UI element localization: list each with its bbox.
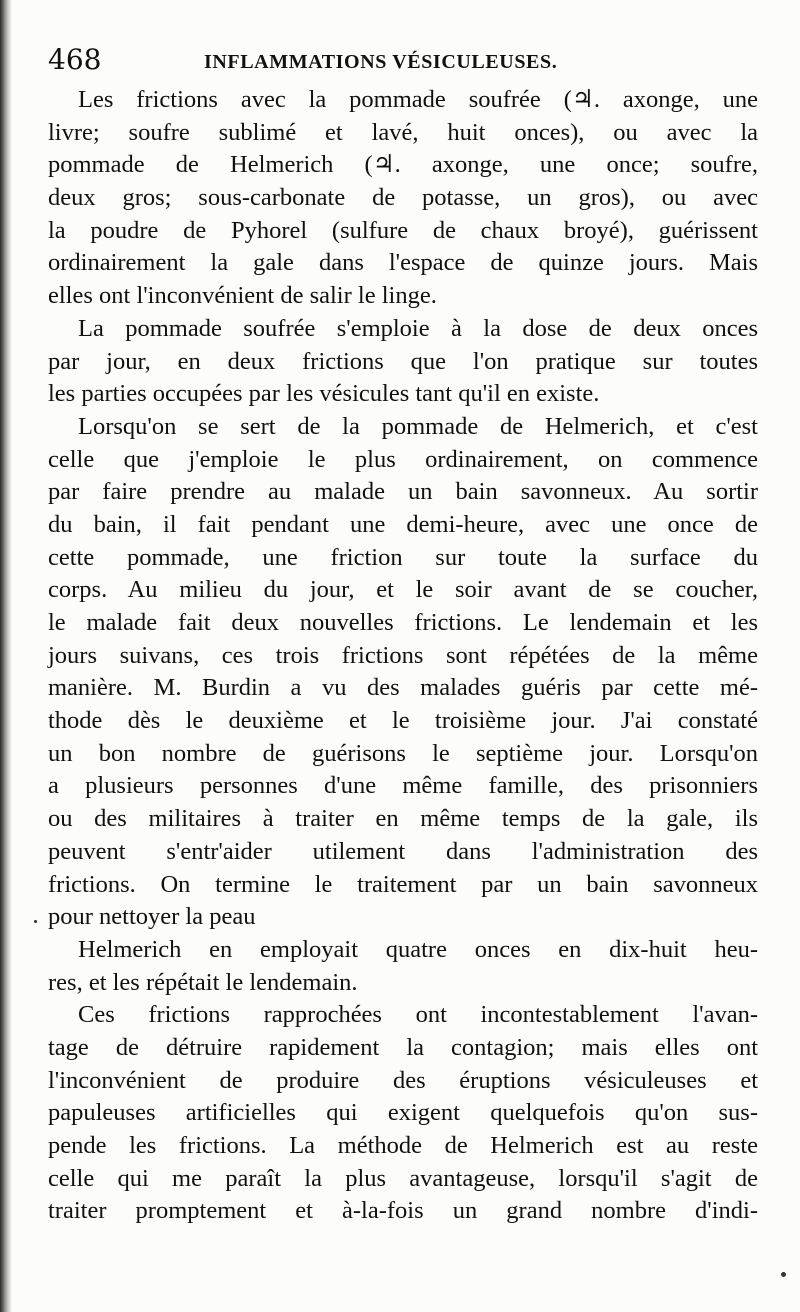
text-line: papuleuses artificielles qui exigent quelquefois qu'on sus- (48, 1099, 758, 1127)
text-line: elles ont l'inconvénient de salir le linge. (48, 282, 437, 310)
text-line: livre; soufre sublimé et lavé, huit onces), ou avec la (48, 118, 758, 146)
text-line: du bain, il fait pendant une demi-heure, avec une once de (48, 510, 758, 538)
text-line: a plusieurs personnes d'une même famille, des prisonniers (48, 772, 758, 800)
text-line: les parties occupées par les vésicules tant qu'il en existe. (48, 380, 600, 408)
text-line: celle que j'emploie le plus ordinairement, on commence (48, 445, 758, 473)
text-line: Lorsqu'on se sert de la pommade de Helmerich, et c'est (78, 412, 758, 440)
paper-speck (781, 1272, 786, 1277)
text-line: Ces frictions rapprochées ont incontestablement l'avan- (78, 1001, 758, 1029)
text-line: pommade de Helmerich (♃. axonge, une once; soufre, (48, 151, 758, 179)
text-line: celle qui me paraît la plus avantageuse, lorsqu'il s'agit de (48, 1164, 758, 1192)
running-title: INFLAMMATIONS VÉSICULEUSES. (204, 51, 558, 73)
text-line: La pommade soufrée s'emploie à la dose de deux onces (78, 314, 758, 342)
text-line: cette pommade, une friction sur toute la surface du (48, 543, 758, 571)
text-line: tage de détruire rapidement la contagion; mais elles ont (48, 1033, 758, 1061)
text-line: l'inconvénient de produire des éruptions vésiculeuses et (48, 1066, 758, 1094)
text-line: jours suivans, ces trois frictions sont répétées de la même (48, 641, 758, 669)
paper-speck (34, 920, 37, 923)
text-line: le malade fait deux nouvelles frictions. Le lendemain et les (48, 609, 758, 636)
page-gutter-shadow (0, 0, 12, 1312)
text-line: un bon nombre de guérisons le septième jour. Lorsqu'on (48, 739, 758, 767)
page-header (48, 42, 760, 82)
text-line: pour nettoyer la peau (48, 903, 256, 931)
text-line: traiter promptement et à-la-fois un grand nombre d'indi- (48, 1197, 758, 1225)
text-line: deux gros; sous-carbonate de potasse, un gros), ou avec (48, 184, 758, 212)
page-number: 468 (48, 43, 102, 76)
text-line: manière. M. Burdin a vu des malades guéris par cette mé- (48, 674, 758, 702)
text-line: ou des militaires à traiter en même temps de la gale, ils (48, 805, 758, 833)
text-line: thode dès le deuxième et le troisième jour. J'ai constaté (48, 707, 758, 735)
text-line: Les frictions avec la pommade soufrée (♃. axonge, une (78, 86, 758, 113)
text-line: par faire prendre au malade un bain savonneux. Au sortir (48, 478, 758, 506)
text-line: pende les frictions. La méthode de Helmerich est au reste (48, 1132, 758, 1159)
text-line: res, et les répétait le lendemain. (48, 968, 358, 996)
text-line: par jour, en deux frictions que l'on pratique sur toutes (48, 347, 758, 375)
text-line: Helmerich en employait quatre onces en dix-huit heu- (78, 935, 758, 963)
text-line: frictions. On termine le traitement par un bain savonneux (48, 870, 758, 898)
body-text (48, 84, 758, 1228)
text-line: ordinairement la gale dans l'espace de quinze jours. Mais (48, 249, 758, 277)
text-line: la poudre de Pyhorel (sulfure de chaux broyé), guérissent (48, 216, 758, 244)
text-line: peuvent s'entr'aider utilement dans l'administration des (48, 837, 758, 865)
text-line: corps. Au milieu du jour, et le soir avant de se coucher, (48, 576, 758, 604)
